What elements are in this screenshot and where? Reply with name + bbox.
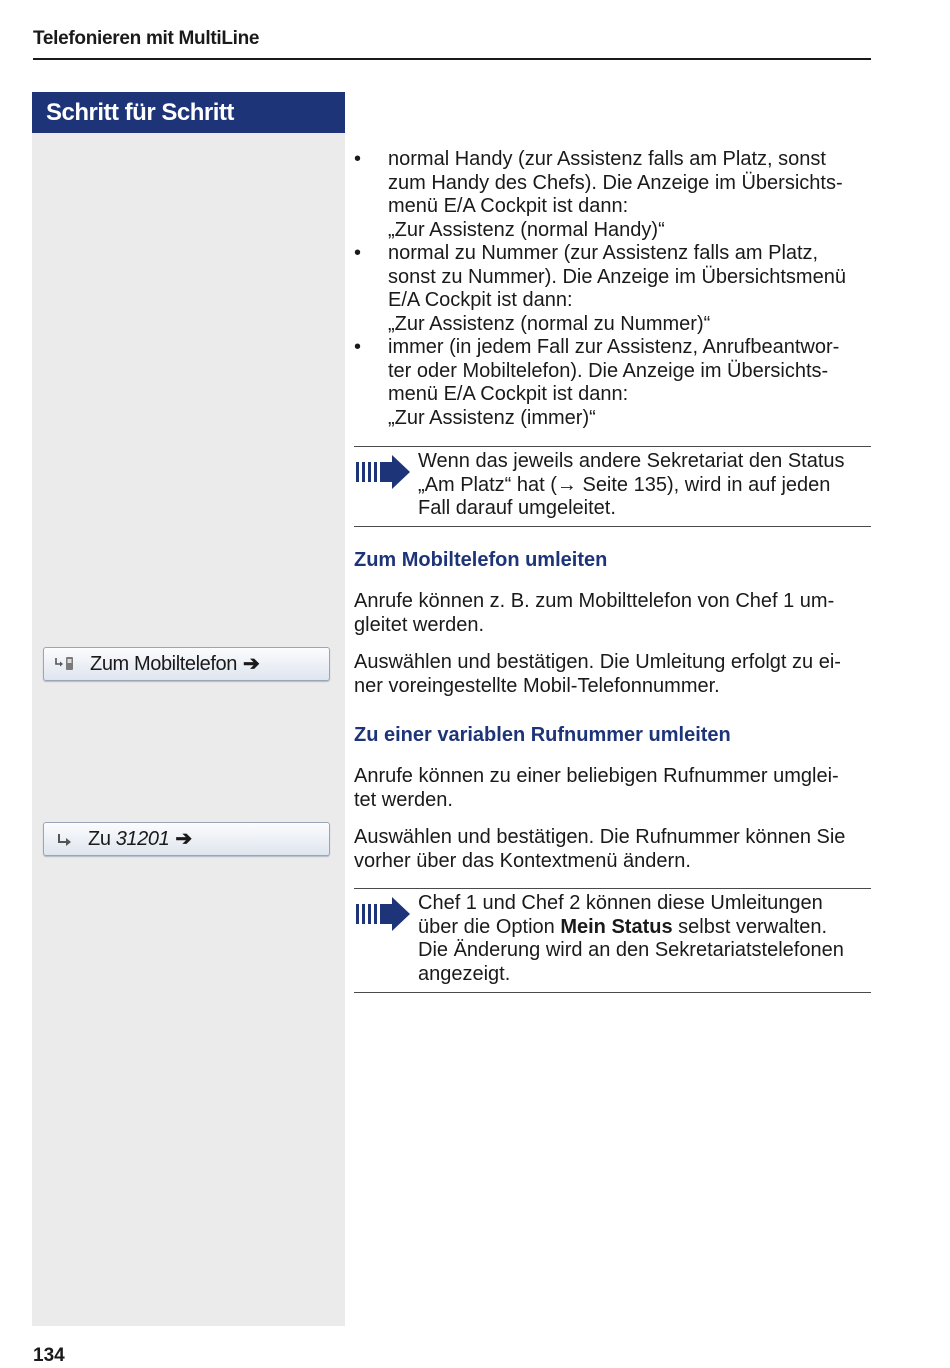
action-description-mobile xyxy=(354,651,870,698)
softkey-prefix: Zu xyxy=(88,828,116,850)
list-item xyxy=(354,242,870,336)
arrow-right-icon: ➔ xyxy=(175,828,192,850)
page-number: 134 xyxy=(33,1345,65,1366)
section-heading-number: Zu einer variablen Rufnummer umleiten xyxy=(354,724,731,746)
forward-mobile-icon xyxy=(54,655,76,673)
forward-to-number-button[interactable] xyxy=(43,822,330,856)
sidebar-column xyxy=(32,92,345,1326)
para-line: ner voreingestellte Mobil-Telefonnummer. xyxy=(354,674,720,697)
para-line: Anrufe können z. B. zum Mobilttelefon von Chef 1 um- xyxy=(354,590,835,612)
section-intro-number xyxy=(354,765,870,812)
list-item-line: immer (in jedem Fall zur Assistenz, Anrufbeantwor- xyxy=(388,336,840,358)
list-item-line: E/A Cockpit ist dann: xyxy=(388,289,573,311)
list-item-line: menü E/A Cockpit ist dann: xyxy=(388,383,629,405)
note-line xyxy=(418,916,870,940)
option-list xyxy=(354,148,870,430)
para-line: Auswählen und bestätigen. Die Umleitung erfolgt zu ei- xyxy=(354,651,841,673)
softkey-number: 31201 xyxy=(115,828,170,850)
section-heading-mobile: Zum Mobiltelefon umleiten xyxy=(354,549,608,571)
arrow-note-icon xyxy=(356,455,412,489)
list-item xyxy=(354,148,870,242)
list-item xyxy=(354,336,870,430)
list-item-line: menü E/A Cockpit ist dann: xyxy=(388,195,629,217)
section-intro-mobile xyxy=(354,590,870,637)
list-item-line: „Zur Assistenz (immer)“ xyxy=(388,406,596,429)
softkey-text: Zum Mobiltelefon xyxy=(90,653,237,675)
option-name: Mein Status xyxy=(560,915,673,938)
bullet-marker: • xyxy=(354,336,362,358)
note-text-segment: über die Option xyxy=(418,915,561,938)
note-line: Fall darauf umgeleitet. xyxy=(418,497,616,519)
list-item-line: sonst zu Nummer). Die Anzeige im Übersichtsmenü xyxy=(388,265,846,288)
running-header: Telefonieren mit MultiLine xyxy=(33,28,260,49)
softkey-label xyxy=(88,823,192,855)
softkey-label xyxy=(90,648,259,680)
header-rule xyxy=(33,58,871,60)
note-text xyxy=(418,450,870,521)
arrow-note-icon xyxy=(356,897,412,931)
list-item-line: ter oder Mobiltelefon). Die Anzeige im Übersichts- xyxy=(388,359,829,382)
bullet-marker: • xyxy=(354,148,362,170)
para-line: gleitet werden. xyxy=(354,613,485,636)
forward-arrow-icon xyxy=(54,830,76,848)
para-line: Anrufe können zu einer beliebigen Rufnummer umglei- xyxy=(354,765,839,787)
note-line: angezeigt. xyxy=(418,962,511,985)
note-line: Wenn das jeweils andere Sekretariat den Status xyxy=(418,450,845,472)
list-item-line: „Zur Assistenz (normal zu Nummer)“ xyxy=(388,312,711,335)
list-item-line: zum Handy des Chefs). Die Anzeige im Übersichts- xyxy=(388,171,843,194)
para-line: tet werden. xyxy=(354,788,453,811)
action-description-number xyxy=(354,826,870,873)
bullet-marker: • xyxy=(354,242,362,264)
forward-to-mobile-button[interactable] xyxy=(43,647,330,681)
note-text-segment: selbst verwalten. xyxy=(672,915,828,938)
list-item-line: „Zur Assistenz (normal Handy)“ xyxy=(388,218,665,241)
note-line: Chef 1 und Chef 2 können diese Umleitungen xyxy=(418,892,823,914)
para-line: Auswählen und bestätigen. Die Rufnummer können Sie xyxy=(354,826,846,848)
note-line: Die Änderung wird an den Sekretariatstelefonen xyxy=(418,939,844,961)
sidebar-title: Schritt für Schritt xyxy=(32,92,345,133)
para-line: vorher über das Kontextmenü ändern. xyxy=(354,849,691,872)
list-item-line: normal zu Nummer (zur Assistenz falls am Platz, xyxy=(388,242,819,264)
note-text xyxy=(418,892,870,986)
note-box xyxy=(354,888,871,993)
note-box xyxy=(354,446,871,527)
list-item-line: normal Handy (zur Assistenz falls am Platz, sonst xyxy=(388,148,826,170)
arrow-right-icon: ➔ xyxy=(243,653,260,675)
note-line: „Am Platz“ hat (→ Seite 135), wird in auf jeden xyxy=(418,473,831,496)
